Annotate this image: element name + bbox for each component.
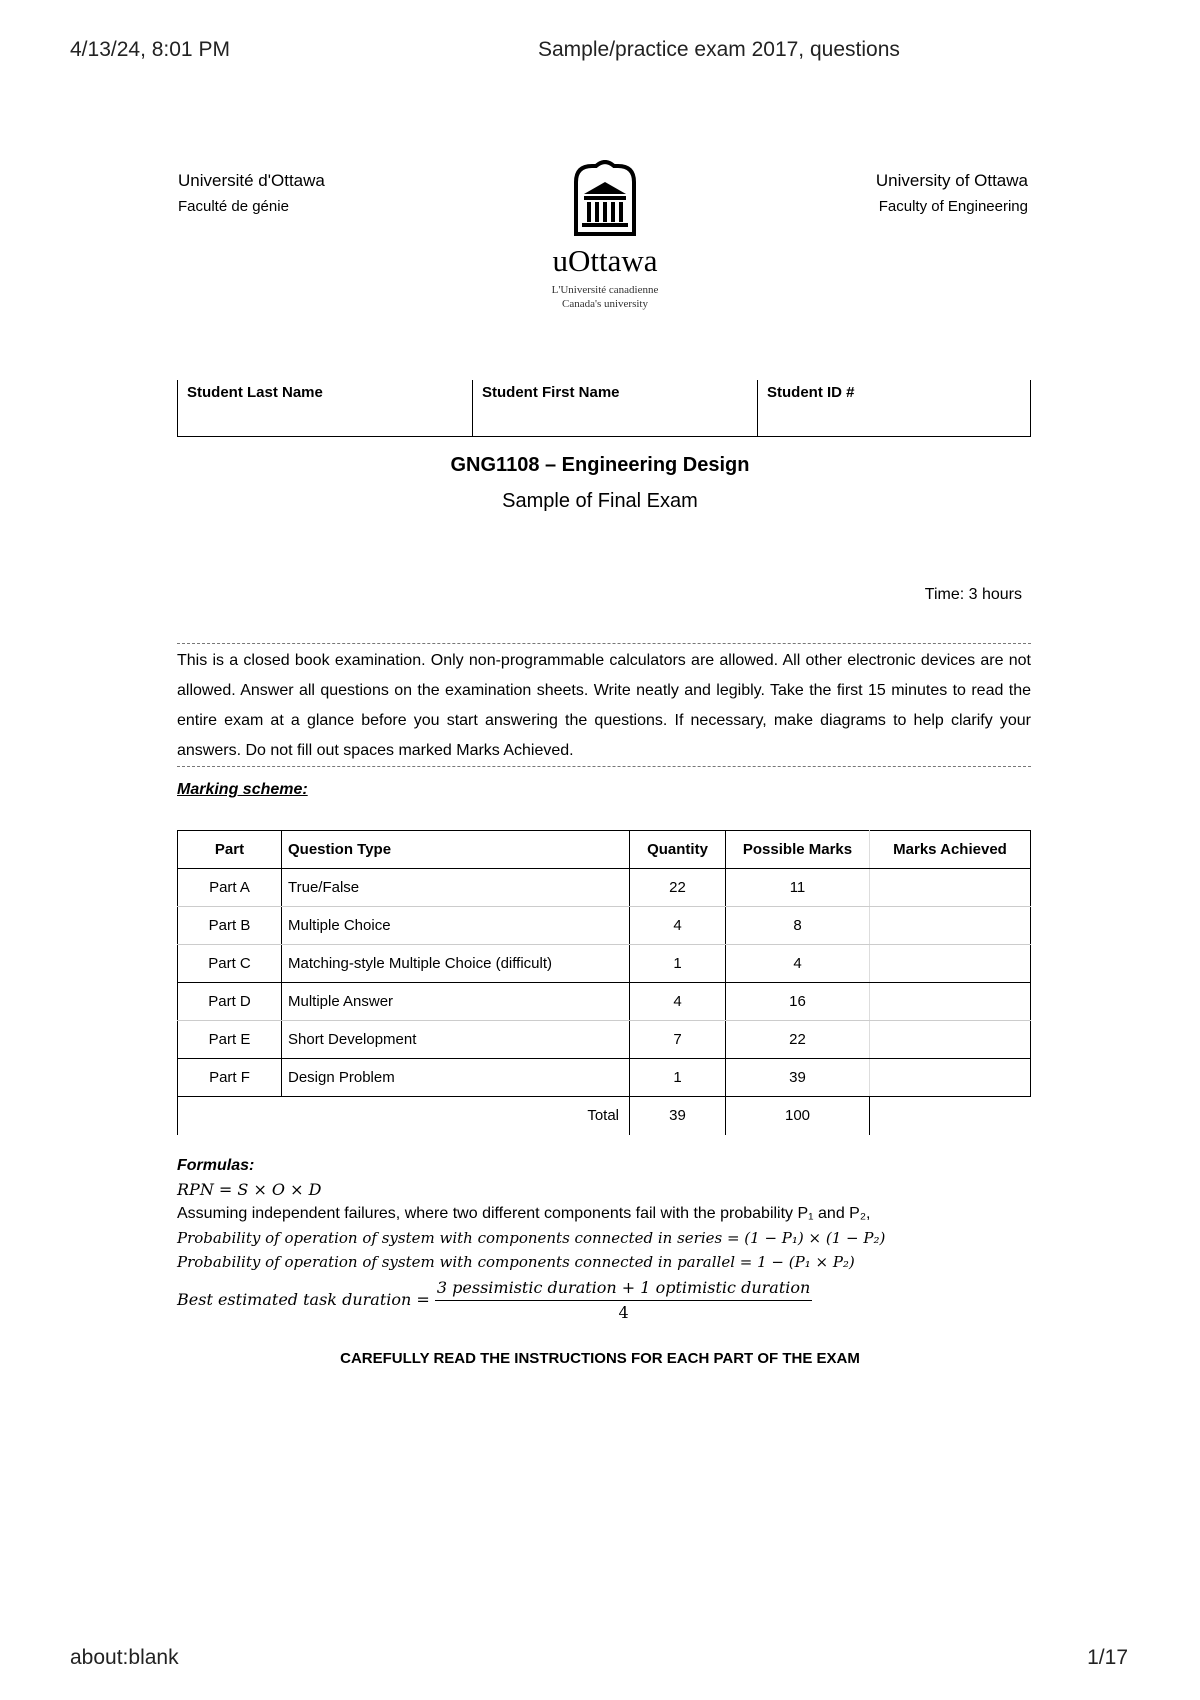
row-marks-achieved[interactable]	[870, 983, 1031, 1021]
marking-scheme-table	[177, 830, 1031, 1135]
letterhead-right	[876, 168, 1028, 220]
row-marks-achieved[interactable]	[870, 907, 1031, 945]
row-marks-achieved[interactable]	[870, 869, 1031, 907]
row-possible-marks: 16	[726, 983, 870, 1021]
student-last-name-field[interactable]: Student Last Name	[178, 380, 473, 436]
row-quantity: 4	[630, 983, 726, 1021]
student-id-field[interactable]: Student ID #	[758, 380, 1031, 436]
row-part: Part D	[178, 983, 282, 1021]
formula-parallel: Probability of operation of system with components connected in parallel = 1 − (P₁ × P₂)	[177, 1253, 855, 1271]
formula-rpn: RPN = S × O × D	[177, 1180, 322, 1199]
row-marks-achieved[interactable]	[870, 1021, 1031, 1059]
row-part: Part A	[178, 869, 282, 907]
row-question-type: Short Development	[282, 1021, 630, 1059]
print-url: about:blank	[70, 1646, 179, 1669]
exam-time: Time: 3 hours	[924, 586, 1022, 603]
exam-subtitle: Sample of Final Exam	[502, 490, 698, 512]
formula-duration-fraction	[435, 1276, 812, 1325]
table-row	[178, 1059, 1031, 1097]
row-possible-marks: 4	[726, 945, 870, 983]
course-title: GNG1108 – Engineering Design	[450, 454, 750, 476]
row-possible-marks: 8	[726, 907, 870, 945]
row-question-type: True/False	[282, 869, 630, 907]
logo-tagline-fr: L'Université canadienne	[551, 284, 659, 296]
total-achieved-empty	[870, 1097, 1031, 1135]
marking-scheme-label: Marking scheme:	[177, 781, 308, 798]
print-datetime: 4/13/24, 8:01 PM	[70, 38, 230, 61]
logo-tagline-en: Canada's university	[562, 298, 648, 310]
col-header-quantity: Quantity	[630, 831, 726, 869]
row-part: Part B	[178, 907, 282, 945]
logo-wordmark: uOttawa	[552, 243, 658, 278]
exam-instructions: This is a closed book examination. Only non-programmable calculators are allowed. All other electronic devices are not allowed. Answer all questions on the examination sheets. Write neatly and legibly. Take the first 15 minutes to read the entire exam at a glance before you start answering the questions. If necessary, make diagrams to help clarify your answers. Do not fill out spaces marked Marks Achieved.	[177, 643, 1031, 767]
row-quantity: 4	[630, 907, 726, 945]
formulas-label: Formulas:	[177, 1157, 255, 1174]
formula-duration-lhs: Best estimated task duration =	[177, 1290, 430, 1309]
faculty-name-fr: Faculté de génie	[178, 198, 289, 215]
student-info-table	[177, 380, 1031, 437]
row-question-type: Design Problem	[282, 1059, 630, 1097]
row-marks-achieved[interactable]	[870, 1059, 1031, 1097]
col-header-question-type: Question Type	[282, 831, 630, 869]
formula-duration-denominator: 4	[618, 1303, 629, 1322]
row-possible-marks: 22	[726, 1021, 870, 1059]
row-part: Part C	[178, 945, 282, 983]
col-header-possible-marks: Possible Marks	[726, 831, 870, 869]
logo-tagline	[520, 283, 690, 311]
row-quantity: 1	[630, 1059, 726, 1097]
faculty-name-en: Faculty of Engineering	[878, 198, 1028, 215]
university-logo	[520, 160, 690, 311]
formula-assumption: Assuming independent failures, where two different components fail with the probability P₁ and P₂,	[177, 1205, 871, 1222]
print-page-title: Sample/practice exam 2017, questions	[538, 38, 900, 61]
table-row	[178, 983, 1031, 1021]
total-row	[178, 1097, 1031, 1135]
row-possible-marks: 11	[726, 869, 870, 907]
total-quantity: 39	[630, 1097, 726, 1135]
row-marks-achieved[interactable]	[870, 945, 1031, 983]
university-name-fr: Université d'Ottawa	[178, 171, 325, 190]
marking-header-row	[178, 831, 1031, 869]
row-part: Part E	[178, 1021, 282, 1059]
table-row	[178, 1021, 1031, 1059]
total-marks: 100	[726, 1097, 870, 1135]
row-question-type: Matching-style Multiple Choice (difficult)	[282, 945, 630, 983]
row-possible-marks: 39	[726, 1059, 870, 1097]
table-row	[178, 945, 1031, 983]
row-quantity: 7	[630, 1021, 726, 1059]
table-row	[178, 869, 1031, 907]
university-name-en: University of Ottawa	[875, 171, 1028, 190]
row-quantity: 1	[630, 945, 726, 983]
row-question-type: Multiple Answer	[282, 983, 630, 1021]
row-quantity: 22	[630, 869, 726, 907]
row-part: Part F	[178, 1059, 282, 1097]
careful-read-notice: CAREFULLY READ THE INSTRUCTIONS FOR EACH PART OF THE EXAM	[340, 1350, 860, 1367]
formula-duration-numerator: 3 pessimistic duration + 1 optimistic duration	[435, 1276, 812, 1301]
total-label: Total	[178, 1097, 630, 1135]
row-question-type: Multiple Choice	[282, 907, 630, 945]
formula-series: Probability of operation of system with components connected in series = (1 − P₁) × (1 − P₂)	[177, 1229, 886, 1247]
print-page-count: 1/17	[1087, 1646, 1128, 1669]
table-row	[178, 907, 1031, 945]
col-header-part: Part	[178, 831, 282, 869]
formula-duration	[177, 1276, 1057, 1325]
university-building-icon	[570, 160, 640, 238]
formulas-section	[177, 1154, 1057, 1325]
letterhead-left	[178, 168, 325, 220]
col-header-marks-achieved: Marks Achieved	[870, 831, 1031, 869]
student-first-name-field[interactable]: Student First Name	[473, 380, 758, 436]
